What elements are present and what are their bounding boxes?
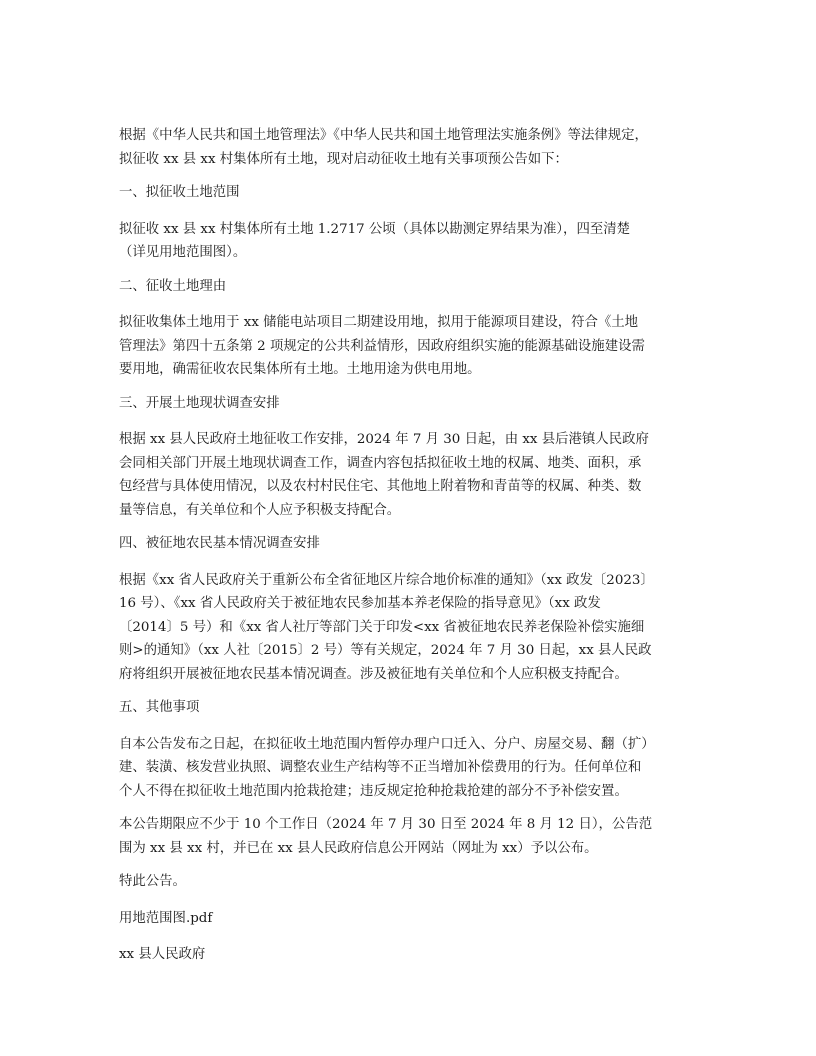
section-5-heading: 五、其他事项 <box>119 700 200 715</box>
section-1-body: 拟征收 xx 县 xx 村集体所有土地 1.2717 公顷（具体以勘测定界结果为准），四至清楚 （详见用地范围图）。 <box>119 221 631 260</box>
section-3-body: 根据 xx 县人民政府土地征收工作安排，2024 年 7 月 30 日起，由 xx 县后港镇人民政府 会同相关部门开展土地现状调查工作，调查内容包括拟征收土地的权属、地类、面积，承 包经营与具体使用情况，以及农村村民住宅、其他地上附着物和青苗等的权属、种类、数 量等信息，有关单位和个人应予积极支持配合。 <box>119 432 649 518</box>
section-2-body: 拟征收集体土地用于 xx 储能电站项目二期建设用地，拟用于能源项目建设，符合《土地 管理法》第四十五条第 2 项规定的公共利益情形，因政府组织实施的能源基础设施建设需 要用地，确需征收农民集体所有土地。土地用途为供电用地。 <box>119 315 645 377</box>
section-4-body: 根据《xx 省人民政府关于重新公布全省征地区片综合地价标准的通知》（xx 政发〔2023〕 16 号）、《xx 省人民政府关于被征地农民参加基本养老保险的指导意见》（xx 政发 〔2014〕5 号）和《xx 省人社厅等部门关于印发<xx 省被征地农民养老保险补偿实施细 则>的通知》（xx 人社〔2015〕2 号）等有关规定，2024 年 7 月 30 日起，xx 县人民政 府将组织开展被征地农民基本情况调查。涉及被征地有关单位和个人应积极支持配合。 <box>119 572 654 682</box>
section-2-heading: 二、征收土地理由 <box>119 278 227 294</box>
intro-paragraph: 根据《中华人民共和国土地管理法》《中华人民共和国土地管理法实施条例》等法律规定， 拟征收 xx 县 xx 村集体所有土地，现对启动征收土地有关事项预公告如下： <box>119 128 648 167</box>
notice-period-paragraph: 本公告期限应不少于 10 个工作日（2024 年 7 月 30 日至 2024 年 8 月 12 日），公告范 围为 xx 县 xx 村，并已在 xx 县人民政府信息公开网站（网址为 xx）予以公布。 <box>119 817 653 856</box>
section-5-body: 自本公告发布之日起，在拟征收土地范围内暂停办理户口迁入、分户、房屋交易、翻（扩） 建、装潢、核发营业执照、调整农业生产结构等不正当增加补偿费用的行为。任何单位和 个人不得在拟征收土地范围内抢栽抢建；违反规定抢种抢栽抢建的部分不予补偿安置。 <box>119 736 655 799</box>
section-3-heading: 三、开展土地现状调查安排 <box>119 395 280 411</box>
section-1-heading: 一、拟征收土地范围 <box>119 185 240 200</box>
section-4-heading: 四、被征地农民基本情况调查安排 <box>119 536 320 551</box>
issuer-name: xx 县人民政府 <box>119 947 206 962</box>
attachment-link[interactable]: 用地范围图.pdf <box>119 910 213 926</box>
document-body <box>119 124 699 967</box>
closing-text: 特此公告。 <box>119 874 186 889</box>
